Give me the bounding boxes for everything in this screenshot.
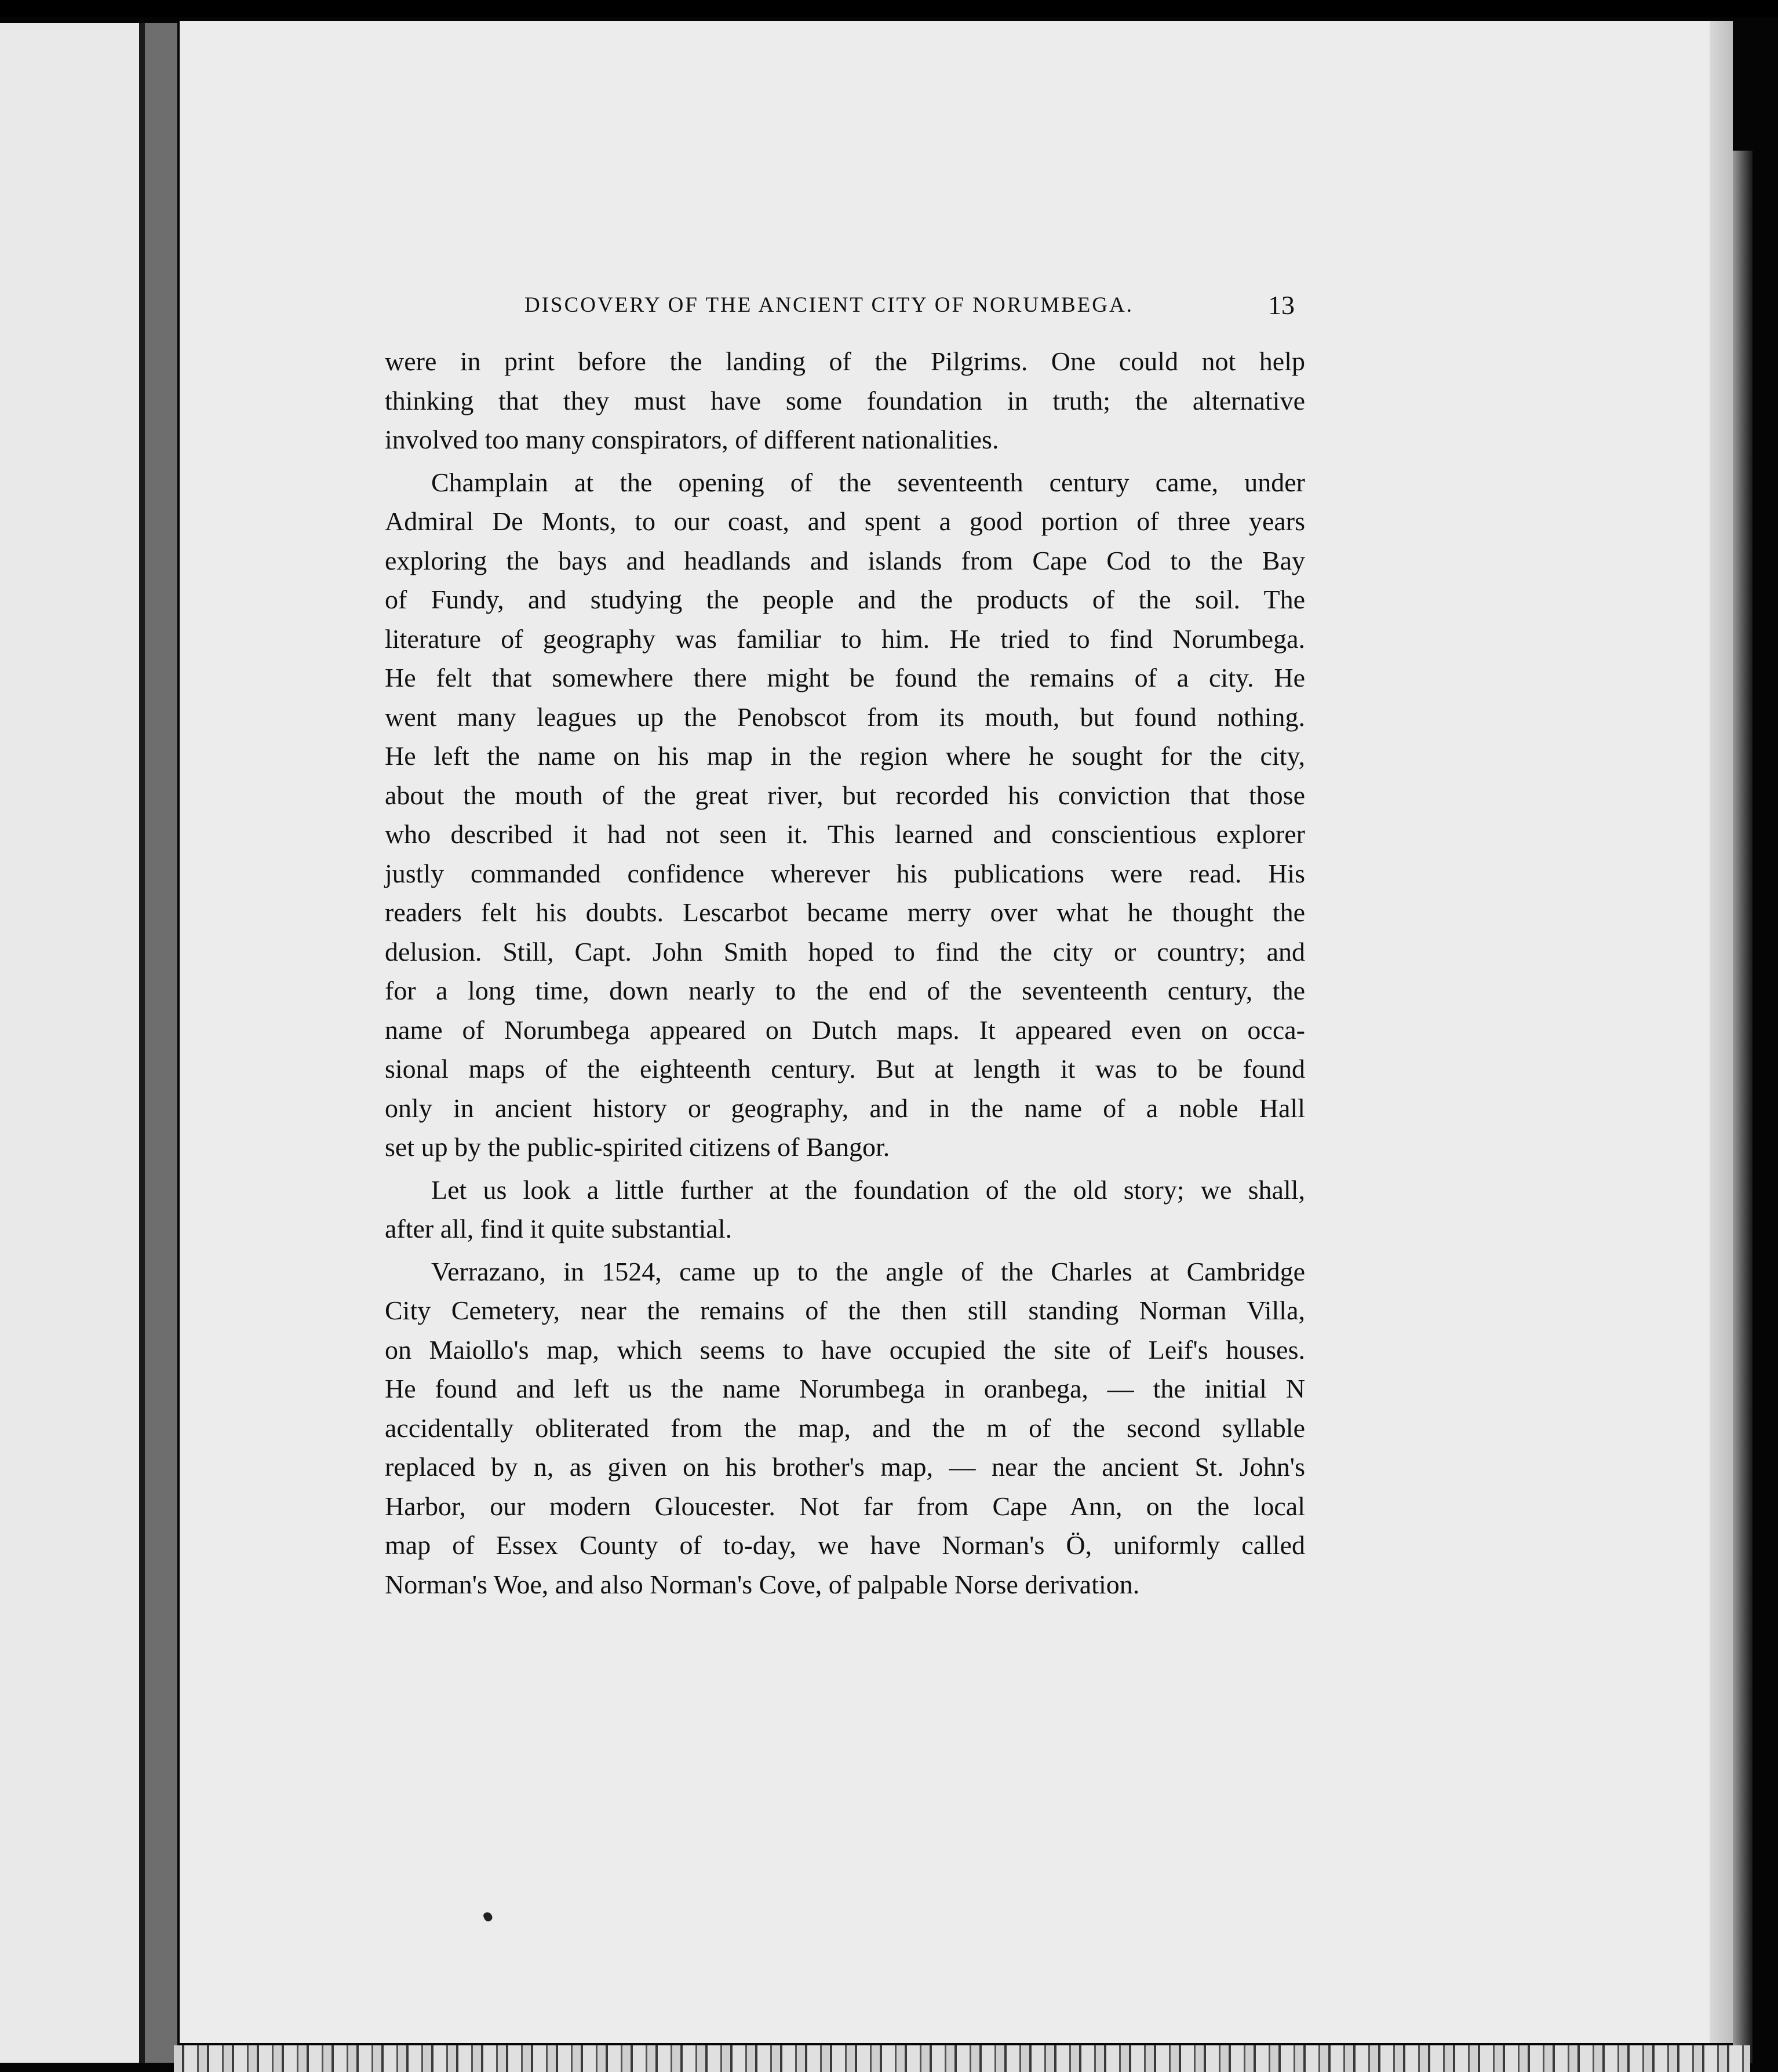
page-stack-edge: [1733, 151, 1753, 2063]
text-line: after all, find it quite substantial.: [385, 1214, 733, 1243]
text-line: for a long time, down nearly to the end of the seventeenth century, the: [385, 976, 1305, 1005]
text-line: exploring the bays and headlands and islands from Cape Cod to the Bay: [385, 545, 1305, 575]
text-line: He felt that somewhere there might be found the remains of a city. He: [385, 663, 1305, 692]
paragraph: [385, 463, 1305, 1167]
text-line: set up by the public-spirited citizens of Bangor.: [385, 1132, 890, 1162]
text-line: Champlain at the opening of the seventeenth century came, under: [431, 467, 1305, 497]
paragraph: [385, 1252, 1305, 1604]
paragraph: [385, 342, 1305, 459]
text-line: He found and left us the name Norumbega in oranbega, — the initial N: [385, 1374, 1305, 1403]
text-line: sional maps of the eighteenth century. But at length it was to be found: [385, 1054, 1305, 1084]
gutter-shadow: [139, 23, 145, 2063]
text-line: readers felt his doubts. Lescarbot became merry over what he thought the: [385, 898, 1305, 927]
text-line: He left the name on his map in the region where he sought for the city,: [385, 741, 1305, 771]
text-line: on Maiollo's map, which seems to have occupied the site of Leif's houses.: [385, 1334, 1305, 1365]
text-line: thinking that they must have some foundation in truth; the alternative: [385, 385, 1305, 415]
paragraph: [385, 1170, 1305, 1249]
page-number: 13: [1268, 290, 1295, 320]
text-line: map of Essex County of to-day, we have Norman's Ö, uniformly called: [385, 1530, 1305, 1560]
text-line: justly commanded confidence wherever his publications were read. His: [385, 858, 1305, 888]
page-bottom-edge: [174, 2045, 1750, 2072]
text-line: Admiral De Monts, to our coast, and spent a good portion of three years: [385, 506, 1305, 536]
page-right-edge: [1710, 21, 1733, 2043]
text-line: Harbor, our modern Gloucester. Not far from Cape Ann, on the local: [385, 1491, 1305, 1521]
text-line: Norman's Woe, and also Norman's Cove, of palpable Norse derivation.: [385, 1569, 1140, 1599]
text-line: delusion. Still, Capt. John Smith hoped to find the city or country; and: [385, 936, 1305, 966]
text-line: replaced by n, as given on his brother's map, — near the ancient St. John's: [385, 1452, 1305, 1482]
text-line: literature of geography was familiar to him. He tried to find Norumbega.: [385, 623, 1305, 654]
body-text: [385, 342, 1305, 1604]
text-line: who described it had not seen it. This learned and conscientious explorer: [385, 819, 1305, 849]
text-line: of Fundy, and studying the people and the products of the soil. The: [385, 585, 1305, 614]
running-title: DISCOVERY OF THE ANCIENT CITY OF NORUMBEGA.: [524, 293, 1134, 317]
text-line: Let us look a little further at the foundation of the old story; we shall,: [431, 1174, 1305, 1205]
scan-border-top: [0, 0, 1778, 17]
text-line: City Cemetery, near the remains of the then still standing Norman Villa,: [385, 1296, 1305, 1325]
text-line: about the mouth of the great river, but recorded his conviction that those: [385, 780, 1305, 810]
text-line: went many leagues up the Penobscot from its mouth, but found nothing.: [385, 702, 1305, 732]
text-line: accidentally obliterated from the map, and the m of the second syllable: [385, 1413, 1305, 1443]
text-line: were in print before the landing of the Pilgrims. One could not help: [385, 346, 1305, 376]
text-line: Verrazano, in 1524, came up to the angle of the Charles at Cambridge: [431, 1256, 1305, 1286]
facing-page-edge: [0, 23, 139, 2063]
binding-gutter: [145, 23, 177, 2063]
text-line: only in ancient history or geography, and in the name of a noble Hall: [385, 1093, 1305, 1123]
text-line: involved too many conspirators, of different nationalities.: [385, 425, 999, 454]
text-line: name of Norumbega appeared on Dutch maps. It appeared even on occa-: [385, 1015, 1305, 1045]
